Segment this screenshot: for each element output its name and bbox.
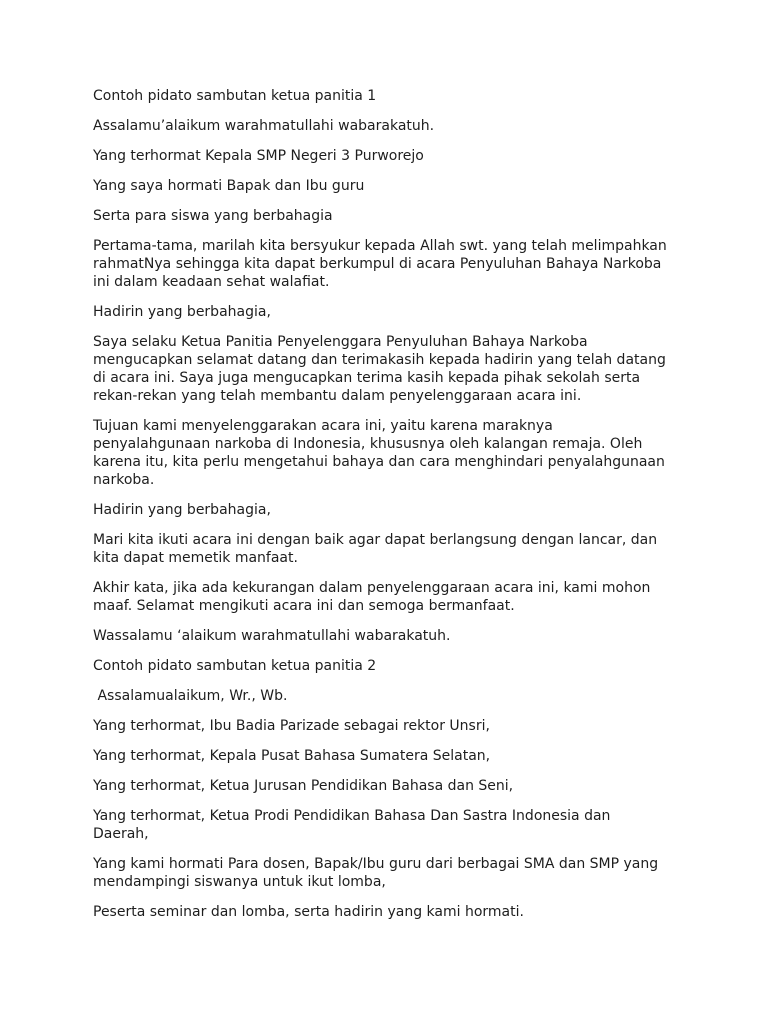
paragraph <box>93 531 667 567</box>
text-line: narkoba. <box>93 472 155 488</box>
paragraph <box>93 87 667 105</box>
paragraph <box>93 333 667 405</box>
text-line: Yang kami hormati Para dosen, Bapak/Ibu guru dari berbagai SMA dan SMP yang <box>93 856 659 872</box>
text-line: penyalahgunaan narkoba di Indonesia, khususnya oleh kalangan remaja. Oleh <box>93 436 643 452</box>
text-line: mendampingi siswanya untuk ikut lomba, <box>93 874 386 890</box>
text-line: Contoh pidato sambutan ketua panitia 1 <box>93 88 377 104</box>
text-line: Assalamu’alaikum warahmatullahi wabarakatuh. <box>93 118 435 134</box>
document-body <box>93 87 667 933</box>
paragraph <box>93 147 667 165</box>
text-line: Hadirin yang berbahagia, <box>93 304 271 320</box>
text-line: Contoh pidato sambutan ketua panitia 2 <box>93 658 377 674</box>
text-line: Hadirin yang berbahagia, <box>93 502 271 518</box>
text-line: Yang terhormat, Ketua Jurusan Pendidikan Bahasa dan Seni, <box>93 778 514 794</box>
paragraph <box>93 207 667 225</box>
text-line: di acara ini. Saya juga mengucapkan terima kasih kepada pihak sekolah serta <box>93 370 641 386</box>
text-line: Daerah, <box>93 826 149 842</box>
text-line: Pertama-tama, marilah kita bersyukur kepada Allah swt. yang telah melimpahkan <box>93 238 667 254</box>
text-line: maaf. Selamat mengikuti acara ini dan semoga bermanfaat. <box>93 598 515 614</box>
paragraph <box>93 717 667 735</box>
text-line: karena itu, kita perlu mengetahui bahaya dan cara menghindari penyalahgunaan <box>93 454 665 470</box>
text-line: Saya selaku Ketua Panitia Penyelenggara Penyuluhan Bahaya Narkoba <box>93 334 588 350</box>
text-line: Assalamualaikum, Wr., Wb. <box>93 688 288 704</box>
text-line: Yang terhormat, Ibu Badia Parizade sebagai rektor Unsri, <box>93 718 490 734</box>
text-line: Peserta seminar dan lomba, serta hadirin yang kami hormati. <box>93 904 524 920</box>
text-line: mengucapkan selamat datang dan terimakasih kepada hadirin yang telah datang <box>93 352 666 368</box>
text-line: ini dalam keadaan sehat walafiat. <box>93 274 330 290</box>
paragraph <box>93 417 667 489</box>
paragraph <box>93 657 667 675</box>
paragraph <box>93 777 667 795</box>
paragraph <box>93 627 667 645</box>
paragraph <box>93 501 667 519</box>
text-line: Serta para siswa yang berbahagia <box>93 208 333 224</box>
paragraph <box>93 303 667 321</box>
text-line: Akhir kata, jika ada kekurangan dalam penyelenggaraan acara ini, kami mohon <box>93 580 651 596</box>
paragraph <box>93 747 667 765</box>
paragraph <box>93 177 667 195</box>
paragraph <box>93 117 667 135</box>
text-line: rekan-rekan yang telah membantu dalam penyelenggaraan acara ini. <box>93 388 582 404</box>
paragraph <box>93 855 667 891</box>
paragraph <box>93 237 667 291</box>
text-line: Wassalamu ‘alaikum warahmatullahi wabarakatuh. <box>93 628 451 644</box>
text-line: Mari kita ikuti acara ini dengan baik agar dapat berlangsung dengan lancar, dan <box>93 532 658 548</box>
text-line: Yang terhormat, Kepala Pusat Bahasa Sumatera Selatan, <box>93 748 491 764</box>
text-line: Tujuan kami menyelenggarakan acara ini, yaitu karena maraknya <box>93 418 553 434</box>
paragraph <box>93 903 667 921</box>
text-line: Yang terhormat, Ketua Prodi Pendidikan Bahasa Dan Sastra Indonesia dan <box>93 808 611 824</box>
text-line: rahmatNya sehingga kita dapat berkumpul di acara Penyuluhan Bahaya Narkoba <box>93 256 662 272</box>
text-line: Yang saya hormati Bapak dan Ibu guru <box>93 178 365 194</box>
text-line: Yang terhormat Kepala SMP Negeri 3 Purworejo <box>93 148 424 164</box>
text-line: kita dapat memetik manfaat. <box>93 550 298 566</box>
paragraph <box>93 579 667 615</box>
paragraph <box>93 807 667 843</box>
paragraph <box>93 687 667 705</box>
